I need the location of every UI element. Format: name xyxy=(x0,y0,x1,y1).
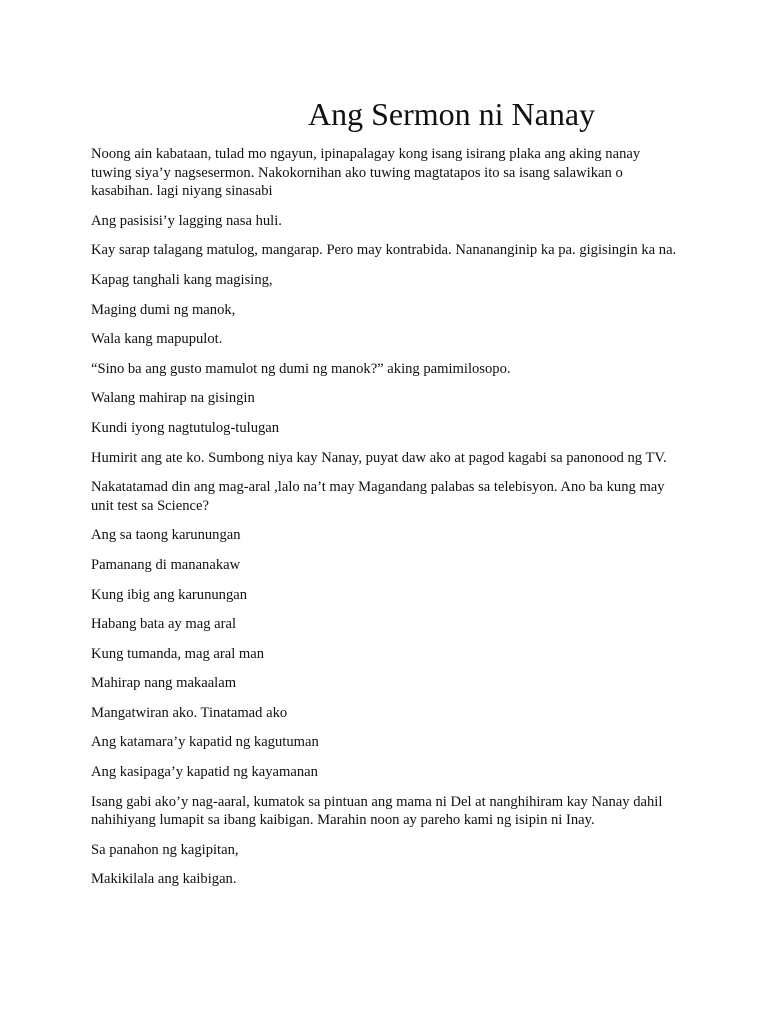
paragraph: Walang mahirap na gisingin xyxy=(91,390,255,407)
paragraph: Maging dumi ng manok, xyxy=(91,301,236,318)
paragraph: Kay sarap talagang matulog, mangarap. Pero may kontrabida. Nanananginip ka pa. gigisingin ka na. xyxy=(91,242,677,259)
paragraph: Wala kang mapupulot. xyxy=(91,331,223,348)
paragraph: Sa panahon ng kagipitan, xyxy=(91,841,239,858)
paragraph: Ang kasipaga’y kapatid ng kayamanan xyxy=(91,764,318,781)
document-body xyxy=(91,145,681,900)
paragraph: Ang katamara’y kapatid ng kagutuman xyxy=(91,734,319,751)
paragraph: Nakatatamad din ang mag-aral ,lalo na’t may Magandang palabas sa telebisyon. Ano ba kung may unit test sa Science? xyxy=(91,479,665,514)
paragraph: Mahirap nang makaalam xyxy=(91,675,237,692)
paragraph: Isang gabi ako’y nag-aaral, kumatok sa pintuan ang mama ni Del at nanghihiram kay Nanay dahil nahihiyang lumapit sa ibang kaibigan. Marahin noon ay pareho kami ng isipin ni Inay. xyxy=(91,793,663,829)
paragraph: Makikilala ang kaibigan. xyxy=(91,871,237,888)
paragraph: “Sino ba ang gusto mamulot ng dumi ng manok?” aking pamimilosopo. xyxy=(91,360,511,377)
paragraph: Kundi iyong nagtutulog-tulugan xyxy=(91,419,280,436)
paragraph: Ang pasisisi’y lagging nasa huli. xyxy=(91,212,282,229)
document-title: Ang Sermon ni Nanay xyxy=(308,96,596,132)
paragraph: Pamanang di mananakaw xyxy=(91,556,241,573)
paragraph: Ang sa taong karunungan xyxy=(91,527,241,544)
paragraph: Mangatwiran ako. Tinatamad ako xyxy=(91,704,288,721)
paragraph: Noong ain kabataan, tulad mo ngayun, ipinapalagay kong isang isirang plaka ang aking nanay tuwing siya’y nagsesermon. Nakokornihan ako tuwing magtatapos ito sa isang salawikan o kasabihan. lagi niyang sinasabi xyxy=(91,146,641,200)
paragraph: Kapag tanghali kang magising, xyxy=(91,271,273,288)
paragraph: Habang bata ay mag aral xyxy=(91,616,237,633)
paragraph: Kung tumanda, mag aral man xyxy=(91,645,265,662)
paragraph: Kung ibig ang karunungan xyxy=(91,586,248,603)
paragraph: Humirit ang ate ko. Sumbong niya kay Nanay, puyat daw ako at pagod kagabi sa panonood ng TV. xyxy=(91,449,667,466)
